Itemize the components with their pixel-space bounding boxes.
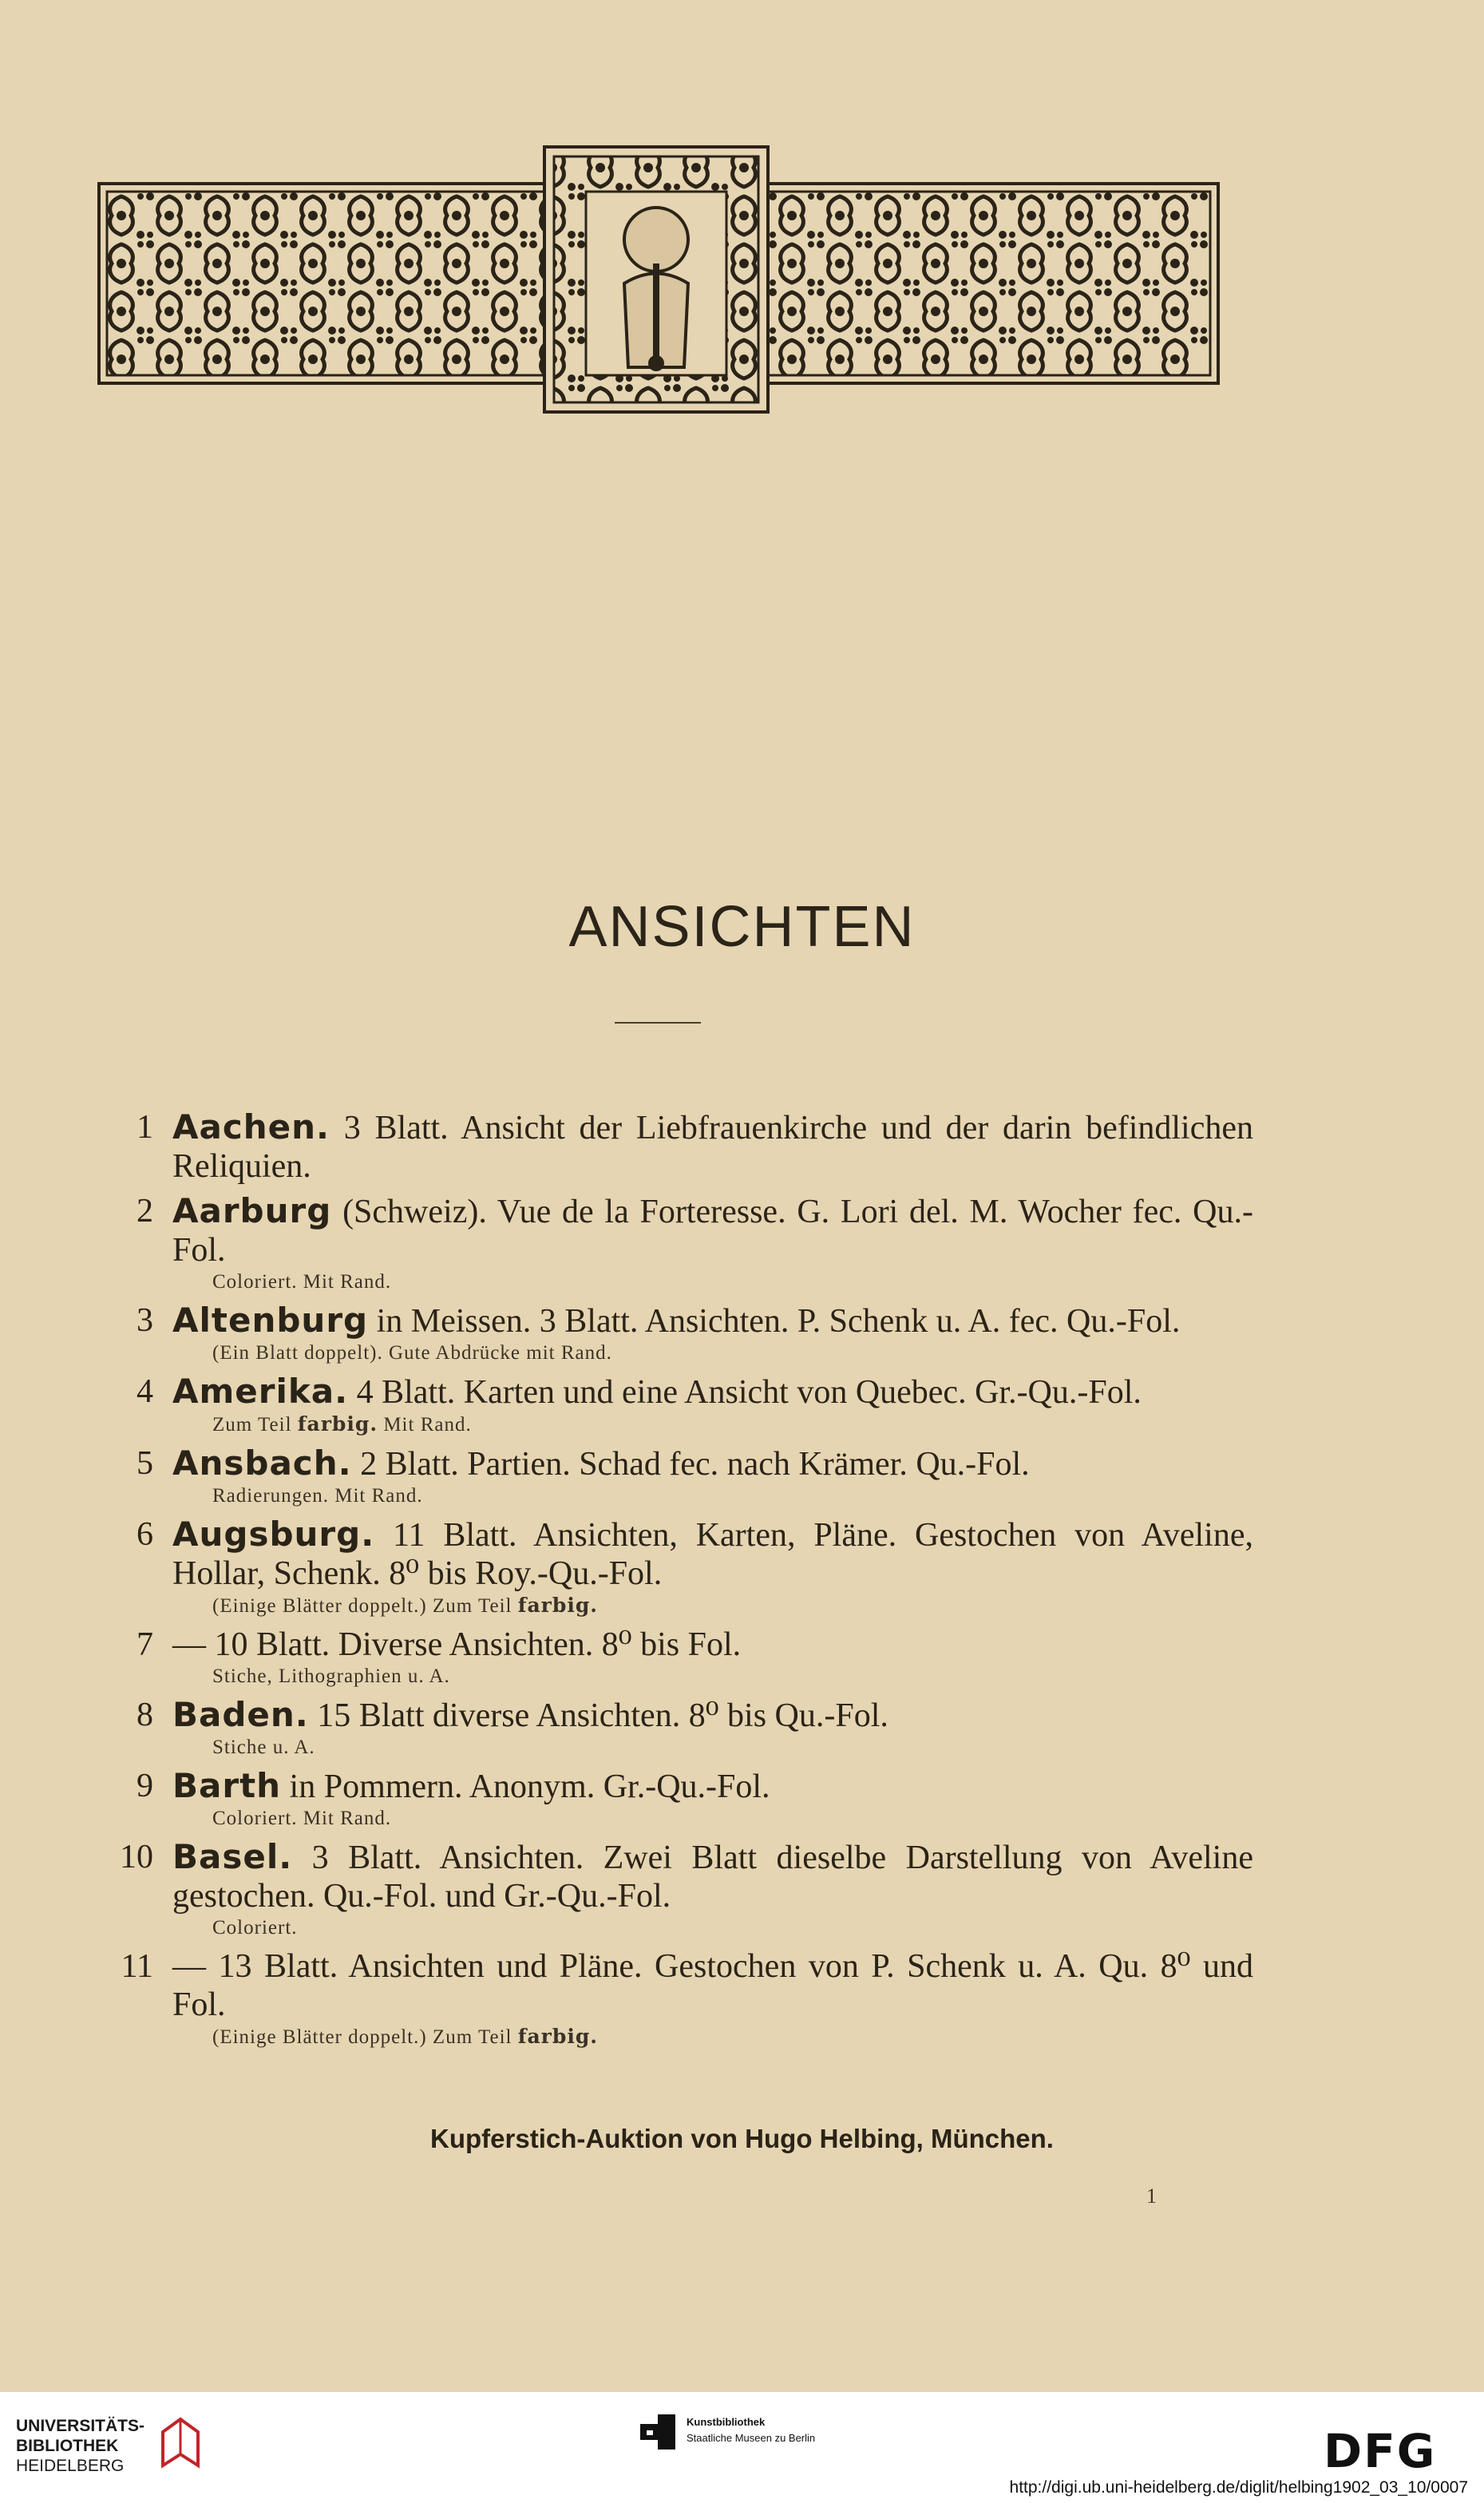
entry-text: (Schweiz). Vue de la Forteresse. G. Lori del. M. Wocher fec. Qu.-Fol. — [172, 1194, 1253, 1269]
entry-note-part: Coloriert. Mit Rand. — [212, 1271, 392, 1293]
entry-description — [172, 1444, 1253, 1483]
entry-note — [172, 1412, 1253, 1438]
viewer-bottom-bar — [0, 2392, 1484, 2503]
entry-note-part: Stiche u. A. — [212, 1737, 315, 1758]
entry-description — [172, 1626, 1253, 1664]
kunstbibliothek-logo-icon — [635, 2410, 680, 2454]
entry-place-name: Aachen. — [172, 1107, 330, 1147]
catalog-entry — [112, 1838, 1253, 1941]
entry-text: in Meissen. 3 Blatt. Ansichten. P. Schenk u. A. fec. Qu.-Fol. — [368, 1303, 1181, 1340]
entry-place-name: Augsburg. — [172, 1515, 375, 1554]
entry-number: 1 — [137, 1109, 153, 1146]
kb-line2: Staatliche Museen zu Berlin — [687, 2432, 816, 2444]
entry-text: 2 Blatt. Partien. Schad fec. nach Krämer. Qu.-Fol. — [351, 1446, 1030, 1483]
entry-description — [172, 1108, 1253, 1186]
catalog-entry — [112, 1767, 1253, 1832]
entry-number: 7 — [137, 1626, 153, 1663]
entry-note-part: Mit Rand. — [378, 1414, 472, 1436]
entry-number: 10 — [120, 1839, 153, 1875]
catalog-entry — [112, 1108, 1253, 1186]
entry-note — [172, 1915, 1253, 1941]
entry-description — [172, 1696, 1253, 1735]
catalog-entry — [112, 1515, 1253, 1619]
entry-note — [172, 1664, 1253, 1689]
entry-text: — 10 Blatt. Diverse Ansichten. 8⁰ bis Fol. — [172, 1626, 742, 1663]
entry-text: 3 Blatt. Ansichten. Zwei Blatt dieselbe Darstellung von Aveline gestochen. Qu.-Fol. und Gr.-Qu.-Fol. — [172, 1840, 1253, 1915]
page-footer: Kupferstich-Auktion von Hugo Helbing, München. — [430, 2124, 1054, 2153]
entry-text: 15 Blatt diverse Ansichten. 8⁰ bis Qu.-Fol. — [308, 1697, 888, 1734]
ub-line3: HEIDELBERG — [16, 2457, 125, 2475]
entry-note-part: Coloriert. Mit Rand. — [212, 1808, 392, 1829]
entry-place-name: Altenburg — [172, 1301, 369, 1340]
entry-place-name: Barth — [172, 1766, 282, 1805]
entry-place-name: Ansbach. — [172, 1444, 352, 1483]
entry-number: 5 — [137, 1445, 153, 1482]
entry-note-part: farbig. — [517, 2025, 599, 2048]
ub-line1: UNIVERSITÄTS- — [16, 2417, 145, 2435]
entry-note — [172, 1806, 1253, 1832]
kb-line1: Kunstbibliothek — [687, 2416, 766, 2428]
entry-text: 3 Blatt. Ansicht der Liebfrauenkirche und der darin befindlichen Reliquien. — [172, 1110, 1253, 1185]
entry-note-part: (Einige Blätter doppelt.) Zum Teil — [212, 1595, 518, 1617]
entry-note — [172, 2024, 1253, 2050]
entry-description — [172, 1947, 1253, 2024]
ub-logo-icon — [156, 2414, 204, 2470]
decorative-header-ornament — [97, 144, 1220, 415]
entry-description — [172, 1192, 1253, 1269]
entry-number: 3 — [137, 1302, 153, 1339]
entry-place-name: Baden. — [172, 1695, 309, 1734]
entry-number: 2 — [137, 1193, 153, 1230]
catalog-entry — [112, 1372, 1253, 1438]
entry-number: 9 — [137, 1768, 153, 1804]
page-title: ANSICHTEN — [568, 895, 916, 959]
entry-note-part: (Ein Blatt doppelt). Gute Abdrücke mit Rand. — [212, 1342, 612, 1364]
entry-note — [172, 1735, 1253, 1760]
entry-text: 11 Blatt. Ansichten, Karten, Pläne. Gestochen von Aveline, Hollar, Schenk. 8⁰ bis Roy.-Qu.-Fol. — [172, 1517, 1253, 1592]
entry-place-name: Amerika. — [172, 1372, 349, 1411]
catalog-entry — [112, 1626, 1253, 1689]
entry-note — [172, 1593, 1253, 1619]
entry-description — [172, 1372, 1253, 1412]
entry-text: — 13 Blatt. Ansichten und Pläne. Gestochen von P. Schenk u. A. Qu. 8⁰ und Fol. — [172, 1948, 1253, 2023]
ub-heidelberg-logo-text[interactable] — [16, 2416, 144, 2476]
entry-note — [172, 1269, 1253, 1295]
ub-line2: BIBLIOTHEK — [16, 2437, 119, 2455]
entry-note — [172, 1341, 1253, 1366]
entry-note — [172, 1483, 1253, 1509]
entry-note-part: farbig. — [297, 1412, 378, 1436]
entry-number: 8 — [137, 1697, 153, 1733]
kunstbibliothek-text[interactable] — [687, 2414, 815, 2446]
entry-place-name: Basel. — [172, 1837, 293, 1876]
entry-description — [172, 1301, 1253, 1341]
entry-text: in Pommern. Anonym. Gr.-Qu.-Fol. — [281, 1768, 770, 1805]
entry-note-part: Radierungen. Mit Rand. — [212, 1485, 423, 1507]
catalog-entry — [112, 1301, 1253, 1366]
entry-number: 11 — [121, 1948, 153, 1985]
catalog-entry — [112, 1444, 1253, 1509]
title-divider — [615, 1022, 701, 1024]
catalog-entry — [112, 1192, 1253, 1295]
entry-number: 4 — [137, 1373, 153, 1410]
permalink-url[interactable]: http://digi.ub.uni-heidelberg.de/diglit/helbing1902_03_10/0007 — [1009, 2478, 1468, 2497]
entry-description — [172, 1515, 1253, 1593]
dfg-logo[interactable]: DFG — [1324, 2424, 1437, 2478]
entry-note-part: (Einige Blätter doppelt.) Zum Teil — [212, 2026, 518, 2048]
catalog-entry — [112, 1696, 1253, 1760]
entry-number: 6 — [137, 1516, 153, 1553]
entry-description — [172, 1767, 1253, 1806]
catalog-entries — [112, 1108, 1253, 2057]
entry-note-part: Coloriert. — [212, 1917, 298, 1939]
catalog-entry — [112, 1947, 1253, 2050]
entry-place-name: Aarburg — [172, 1191, 332, 1230]
entry-note-part: Zum Teil — [212, 1414, 298, 1436]
entry-note-part: Stiche, Lithographien u. A. — [212, 1665, 450, 1687]
entry-note-part: farbig. — [517, 1594, 599, 1617]
page-number: 1 — [1146, 2184, 1157, 2208]
entry-description — [172, 1838, 1253, 1915]
entry-text: 4 Blatt. Karten und eine Ansicht von Quebec. Gr.-Qu.-Fol. — [348, 1374, 1142, 1411]
